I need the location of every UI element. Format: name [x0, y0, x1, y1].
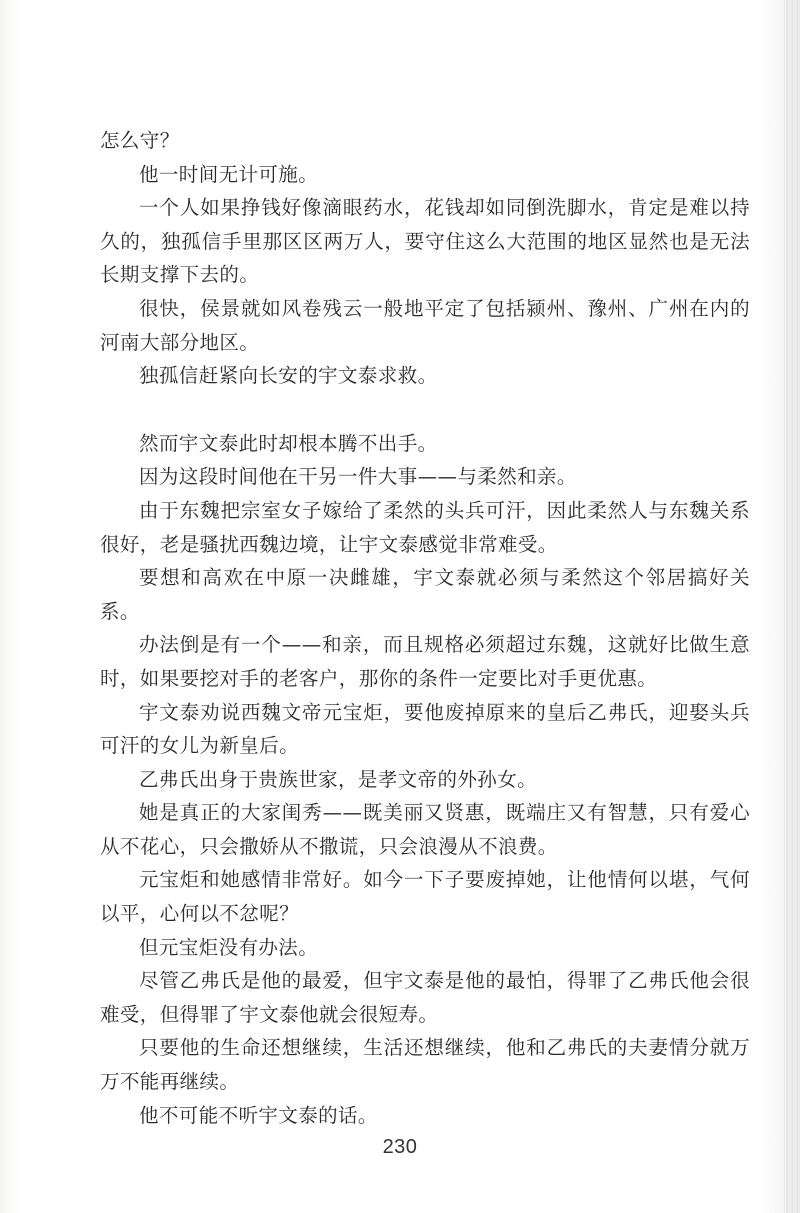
page-number: 230 [382, 1136, 418, 1158]
paragraph: 元宝炬和她感情非常好。如今一下子要废掉她，让他情何以堪，气何以平，心何以不忿呢？ [100, 868, 750, 926]
paragraph: 因为这段时间他在干另一件大事——与柔然和亲。 [139, 465, 577, 489]
paragraph: 但元宝炬没有办法。 [139, 935, 319, 959]
paragraph: 怎么守？ [100, 129, 180, 152]
page-edge-shadow [784, 0, 800, 1213]
paragraph: 尽管乙弗氏是他的最爱，但宇文泰是他的最怕，得罪了乙弗氏他会很难受，但得罪了宇文泰他就会很短寿。 [100, 969, 750, 1026]
paragraph: 宇文泰劝说西魏文帝元宝炬，要他废掉原来的皇后乙弗氏，迎娶头兵可汗的女儿为新皇后。 [100, 700, 750, 758]
paragraph: 他不可能不听宇文泰的话。 [139, 1103, 378, 1127]
paragraph: 然而宇文泰此时却根本腾不出手。 [139, 431, 438, 455]
paragraph: 一个人如果挣钱好像滴眼药水，花钱却如同倒洗脚水，肯定是难以持久的，独孤信手里那区区两万人，要守住这么大范围的地区显然也是无法长期支撑下去的。 [100, 196, 750, 287]
paragraph: 要想和高欢在中原一决雌雄，宇文泰就必须与柔然这个邻居搞好关系。 [100, 566, 750, 623]
section-break [100, 393, 750, 427]
paragraph: 很快，侯景就如风卷残云一般地平定了包括颍州、豫州、广州在内的河南大部分地区。 [100, 296, 750, 354]
paragraph: 只要他的生命还想继续，生活还想继续，他和乙弗氏的夫妻情分就万万不能再继续。 [100, 1036, 750, 1094]
body-text [100, 124, 750, 1132]
paragraph: 他一时间无计可施。 [139, 162, 319, 186]
paragraph: 办法倒是有一个——和亲，而且规格必须超过东魏，这就好比做生意时，如果要挖对手的老客户，那你的条件一定要比对手更优惠。 [100, 633, 750, 690]
paragraph: 她是真正的大家闺秀——既美丽又贤惠，既端庄又有智慧，只有爱心从不花心，只会撒娇从不撒谎，只会浪漫从不浪费。 [100, 801, 750, 858]
paragraph: 独孤信赶紧向长安的宇文泰求救。 [139, 364, 438, 388]
paragraph: 由于东魏把宗室女子嫁给了柔然的头兵可汗，因此柔然人与东魏关系很好，老是骚扰西魏边境，让宇文泰感觉非常难受。 [100, 498, 750, 556]
paragraph: 乙弗氏出身于贵族世家，是孝文帝的外孙女。 [139, 767, 538, 791]
